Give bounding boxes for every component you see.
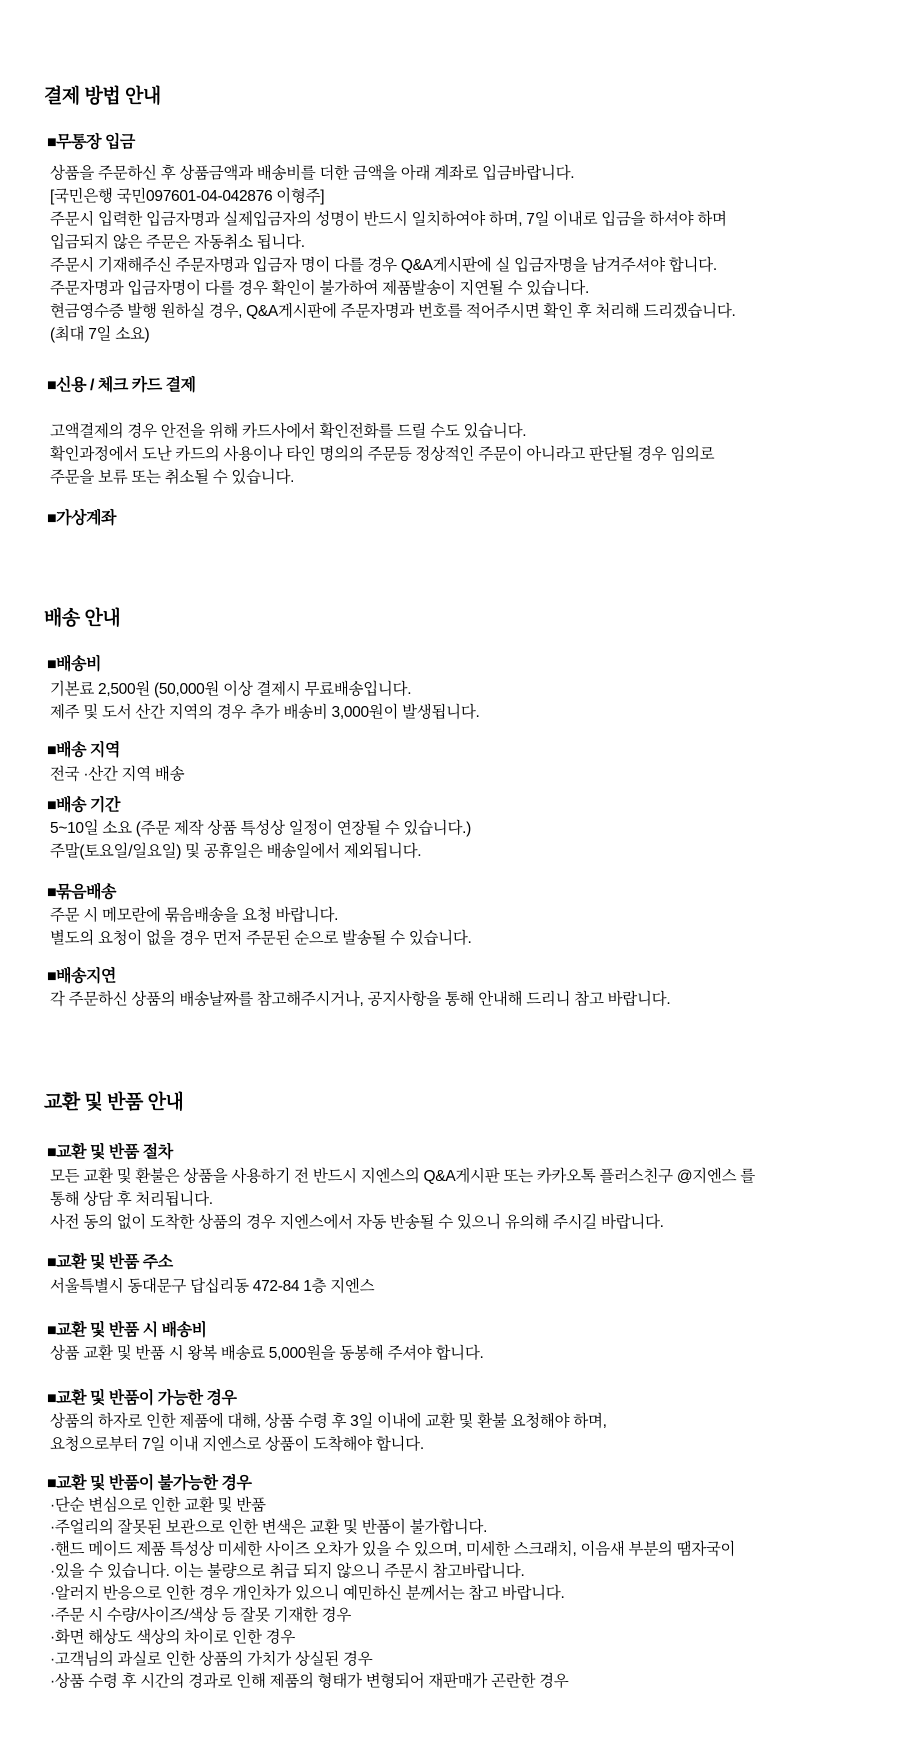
subsection-shipping-period [47, 795, 860, 863]
subsection-body [50, 1495, 860, 1693]
text-line: ·상품 수령 후 시간의 경과로 인해 제품의 형태가 변형되어 재판매가 곤란한 경우 [50, 1673, 569, 1690]
subsection-shipping-area [47, 740, 860, 786]
section-title-exchange-return: 교환 및 반품 안내 [44, 1092, 184, 1113]
subsection-return-address [47, 1252, 860, 1298]
text-line: 사전 동의 없이 도착한 상품의 경우 지엔스에서 자동 반송될 수 있으니 유의해 주시길 바랍니다. [50, 1214, 664, 1231]
text-line: 현금영수증 발행 원하실 경우, Q&A게시판에 주문자명과 번호를 적어주시면 확인 후 처리해 드리겠습니다. [50, 303, 736, 320]
text-line: [국민은행 국민097601-04-042876 이형주] [50, 188, 325, 205]
text-line: 상품 교환 및 반품 시 왕복 배송료 5,000원을 동봉해 주셔야 합니다. [50, 1345, 484, 1362]
text-line: ·주얼리의 잘못된 보관으로 인한 변색은 교환 및 반품이 불가합니다. [50, 1519, 488, 1536]
text-line: 모든 교환 및 환불은 상품을 사용하기 전 반드시 지엔스의 Q&A게시판 또는 카카오톡 플러스친구 @지엔스 를 [50, 1168, 755, 1185]
text-line: 고액결제의 경우 안전을 위해 카드사에서 확인전화를 드릴 수도 있습니다. [50, 423, 527, 440]
subsection-body [50, 817, 860, 863]
subsection-virtual-account [47, 508, 860, 530]
section-title-shipping: 배송 안내 [44, 608, 121, 629]
section-title-payment: 결제 방법 안내 [44, 86, 161, 107]
subsection-body [50, 1165, 860, 1234]
text-line: 주문 시 메모란에 묶음배송을 요청 바랍니다. [50, 907, 339, 924]
text-line: ·알러지 반응으로 인한 경우 개인차가 있으니 예민하신 분께서는 참고 바랍니다. [50, 1585, 565, 1602]
text-line: 입금되지 않은 주문은 자동취소 됩니다. [50, 234, 305, 251]
subsection-heading: ■배송비 [47, 656, 102, 673]
text-line: ·화면 해상도 색상의 차이로 인한 경우 [50, 1629, 295, 1646]
subsection-heading: ■가상계좌 [47, 510, 116, 527]
text-line: 전국 ·산간 지역 배송 [50, 766, 185, 783]
subsection-body [50, 1275, 860, 1298]
subsection-heading: ■교환 및 반품이 불가능한 경우 [47, 1475, 252, 1492]
subsection-shipping-fee [47, 654, 860, 724]
section-payment-info [44, 86, 860, 530]
text-line: 주문시 기재해주신 주문자명과 입금자 명이 다를 경우 Q&A게시판에 실 입금자명을 남겨주셔야 합니다. [50, 257, 717, 274]
subsection-body [50, 1410, 860, 1456]
subsection-heading: ■묶음배송 [47, 884, 116, 901]
subsection-bank-transfer [47, 132, 860, 346]
subsection-heading: ■무통장 입금 [47, 134, 135, 151]
text-line: 상품을 주문하신 후 상품금액과 배송비를 더한 금액을 아래 계좌로 입금바랍니다. [50, 165, 575, 182]
subsection-heading: ■배송 지역 [47, 742, 120, 759]
subsection-heading: ■교환 및 반품 절차 [47, 1144, 173, 1161]
subsection-card-payment [47, 375, 860, 489]
subsection-heading: ■교환 및 반품 시 배송비 [47, 1322, 207, 1339]
text-line: 확인과정에서 도난 카드의 사용이나 타인 명의의 주문등 정상적인 주문이 아니라고 판단될 경우 임의로 [50, 446, 715, 463]
subsection-heading: ■배송지연 [47, 968, 116, 985]
subsection-exchange-possible [47, 1388, 860, 1456]
text-line: 서울특별시 동대문구 답십리동 472-84 1층 지엔스 [50, 1278, 375, 1295]
text-line: 주말(토요일/일요일) 및 공휴일은 배송일에서 제외됩니다. [50, 843, 422, 860]
subsection-exchange-impossible [47, 1473, 860, 1693]
subsection-combined-shipping [47, 882, 860, 950]
subsection-body [50, 420, 860, 489]
section-shipping-info [44, 608, 860, 1011]
subsection-heading: ■교환 및 반품 주소 [47, 1254, 173, 1271]
subsection-body [50, 763, 860, 786]
text-line: ·있을 수 있습니다. 이는 불량으로 취급 되지 않으니 주문시 참고바랍니다. [50, 1563, 525, 1580]
text-line: 5~10일 소요 (주문 제작 상품 특성상 일정이 연장될 수 있습니다.) [50, 820, 471, 837]
subsection-heading: ■배송 기간 [47, 797, 120, 814]
subsection-body [50, 162, 860, 346]
text-line: ·핸드 메이드 제품 특성상 미세한 사이즈 오차가 있을 수 있으며, 미세한 스크래치, 이음새 부분의 땜자국이 [50, 1541, 736, 1558]
subsection-exchange-procedure [47, 1142, 860, 1234]
subsection-body [50, 904, 860, 950]
subsection-shipping-delay [47, 966, 860, 1011]
text-line: 요청으로부터 7일 이내 지엔스로 상품이 도착해야 합니다. [50, 1436, 424, 1453]
text-line: 주문자명과 입금자명이 다를 경우 확인이 불가하여 제품발송이 지연될 수 있습니다. [50, 280, 589, 297]
text-line: 통해 상담 후 처리됩니다. [50, 1191, 213, 1208]
text-line: 별도의 요청이 없을 경우 먼저 주문된 순으로 발송될 수 있습니다. [50, 930, 472, 947]
text-line: ·고객님의 과실로 인한 상품의 가치가 상실된 경우 [50, 1651, 373, 1668]
text-line: ·단순 변심으로 인한 교환 및 반품 [50, 1497, 266, 1514]
subsection-return-shipping-fee [47, 1320, 860, 1365]
text-line: 주문을 보류 또는 취소될 수 있습니다. [50, 469, 295, 486]
section-exchange-return-info [44, 1092, 860, 1693]
subsection-body [50, 678, 860, 724]
text-line: 각 주문하신 상품의 배송날짜를 참고해주시거나, 공지사항을 통해 안내해 드리니 참고 바랍니다. [50, 991, 671, 1008]
text-line: 상품의 하자로 인한 제품에 대해, 상품 수령 후 3일 이내에 교환 및 환불 요청해야 하며, [50, 1413, 607, 1430]
subsection-heading: ■교환 및 반품이 가능한 경우 [47, 1390, 237, 1407]
text-line: 기본료 2,500원 (50,000원 이상 결제시 무료배송입니다. [50, 681, 412, 698]
text-line: ·주문 시 수량/사이즈/색상 등 잘못 기재한 경우 [50, 1607, 352, 1624]
subsection-body [50, 1342, 860, 1365]
subsection-body [50, 988, 860, 1011]
subsection-heading: ■신용 / 체크 카드 결제 [47, 377, 196, 394]
text-line: 주문시 입력한 입금자명과 실제입금자의 성명이 반드시 일치하여야 하며, 7일 이내로 입금을 하셔야 하며 [50, 211, 727, 228]
text-line: 제주 및 도서 산간 지역의 경우 추가 배송비 3,000원이 발생됩니다. [50, 704, 480, 721]
text-line: (최대 7일 소요) [50, 326, 150, 343]
